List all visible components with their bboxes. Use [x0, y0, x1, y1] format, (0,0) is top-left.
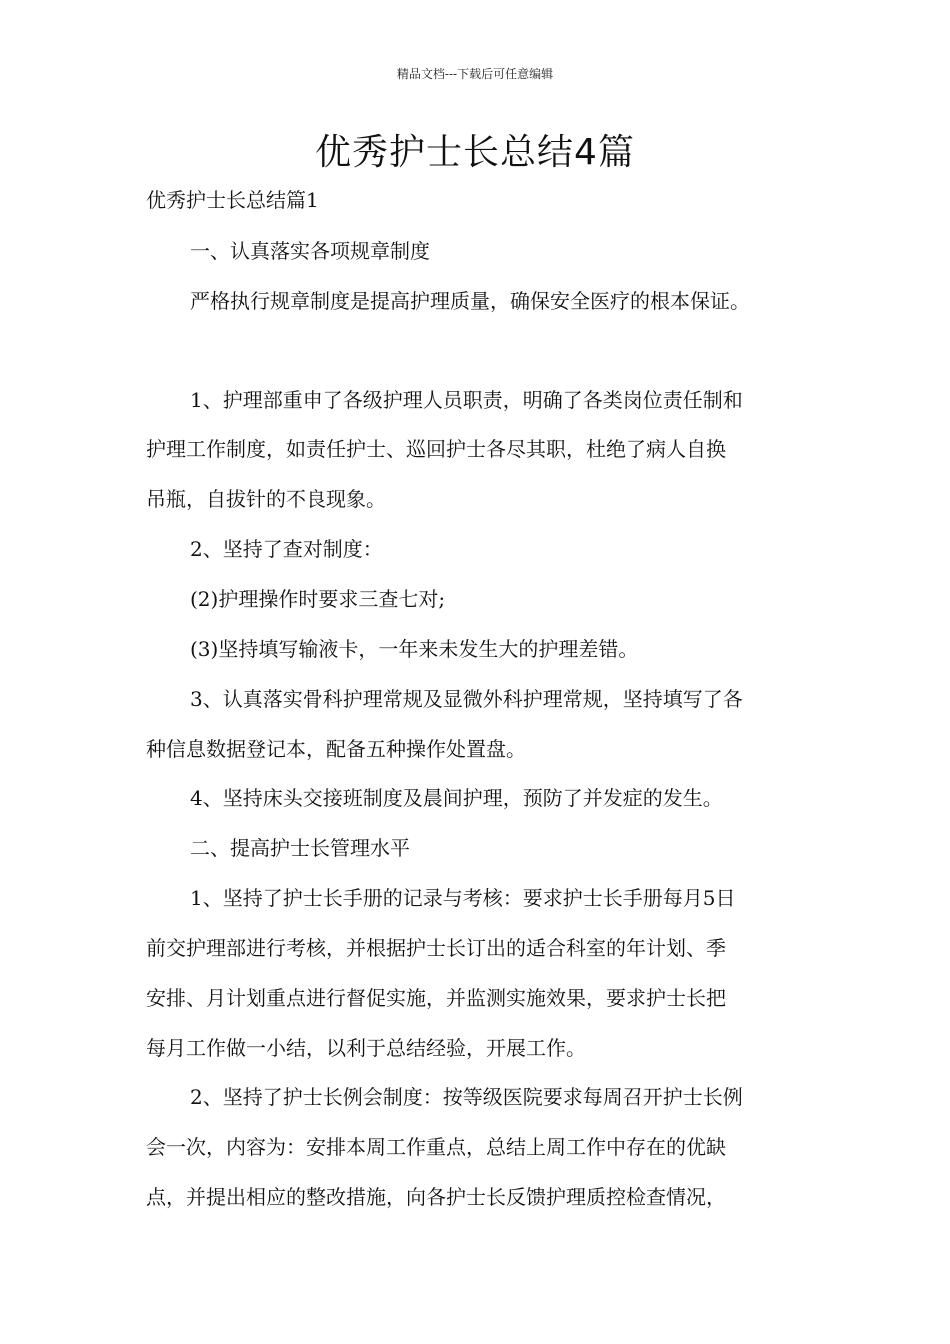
paragraph-line: 2、坚持了护士长例会制度：按等级医院要求每周召开护士长例 — [190, 1085, 743, 1109]
section-heading: 优秀护士长总结篇1 — [146, 188, 319, 212]
paragraph-line: 2、坚持了查对制度： — [190, 537, 383, 561]
paragraph-line: 安排、月计划重点进行督促实施，并监测实施效果，要求护士长把 — [146, 986, 726, 1010]
paragraph-line: 4、坚持床头交接班制度及晨间护理，预防了并发症的发生。 — [190, 786, 723, 810]
paragraph-line: 严格执行规章制度是提高护理质量，确保安全医疗的根本保证。 — [190, 289, 750, 313]
document-title: 优秀护士长总结4篇 — [315, 132, 635, 173]
paragraph-line: 吊瓶，自拔针的不良现象。 — [146, 487, 386, 511]
paragraph-line: 会一次，内容为：安排本周工作重点，总结上周工作中存在的优缺 — [146, 1135, 726, 1159]
paragraph-line: 前交护理部进行考核，并根据护士长订出的适合科室的年计划、季 — [146, 936, 726, 960]
paragraph-line: 点，并提出相应的整改措施，向各护士长反馈护理质控检查情况， — [146, 1185, 726, 1209]
paragraph-line: (3)坚持填写输液卡，一年来未发生大的护理差错。 — [190, 637, 639, 661]
paragraph-line: 种信息数据登记本，配备五种操作处置盘。 — [146, 737, 526, 761]
paragraph-line: 护理工作制度，如责任护士、巡回护士各尽其职，杜绝了病人自换 — [146, 437, 726, 461]
paragraph-line: 1、护理部重申了各级护理人员职责，明确了各类岗位责任制和 — [190, 388, 743, 412]
header-note: 精品文档---下载后可任意编辑 — [396, 67, 554, 81]
paragraph-line: 每月工作做一小结，以利于总结经验，开展工作。 — [146, 1036, 586, 1060]
paragraph-line: 3、认真落实骨科护理常规及显微外科护理常规，坚持填写了各 — [190, 687, 743, 711]
subsection-heading: 二、提高护士长管理水平 — [190, 836, 410, 860]
paragraph-line: 1、坚持了护士长手册的记录与考核：要求护士长手册每月5日 — [190, 886, 736, 910]
paragraph-line: (2)护理操作时要求三查七对; — [190, 587, 446, 611]
subsection-heading: 一、认真落实各项规章制度 — [190, 239, 430, 263]
